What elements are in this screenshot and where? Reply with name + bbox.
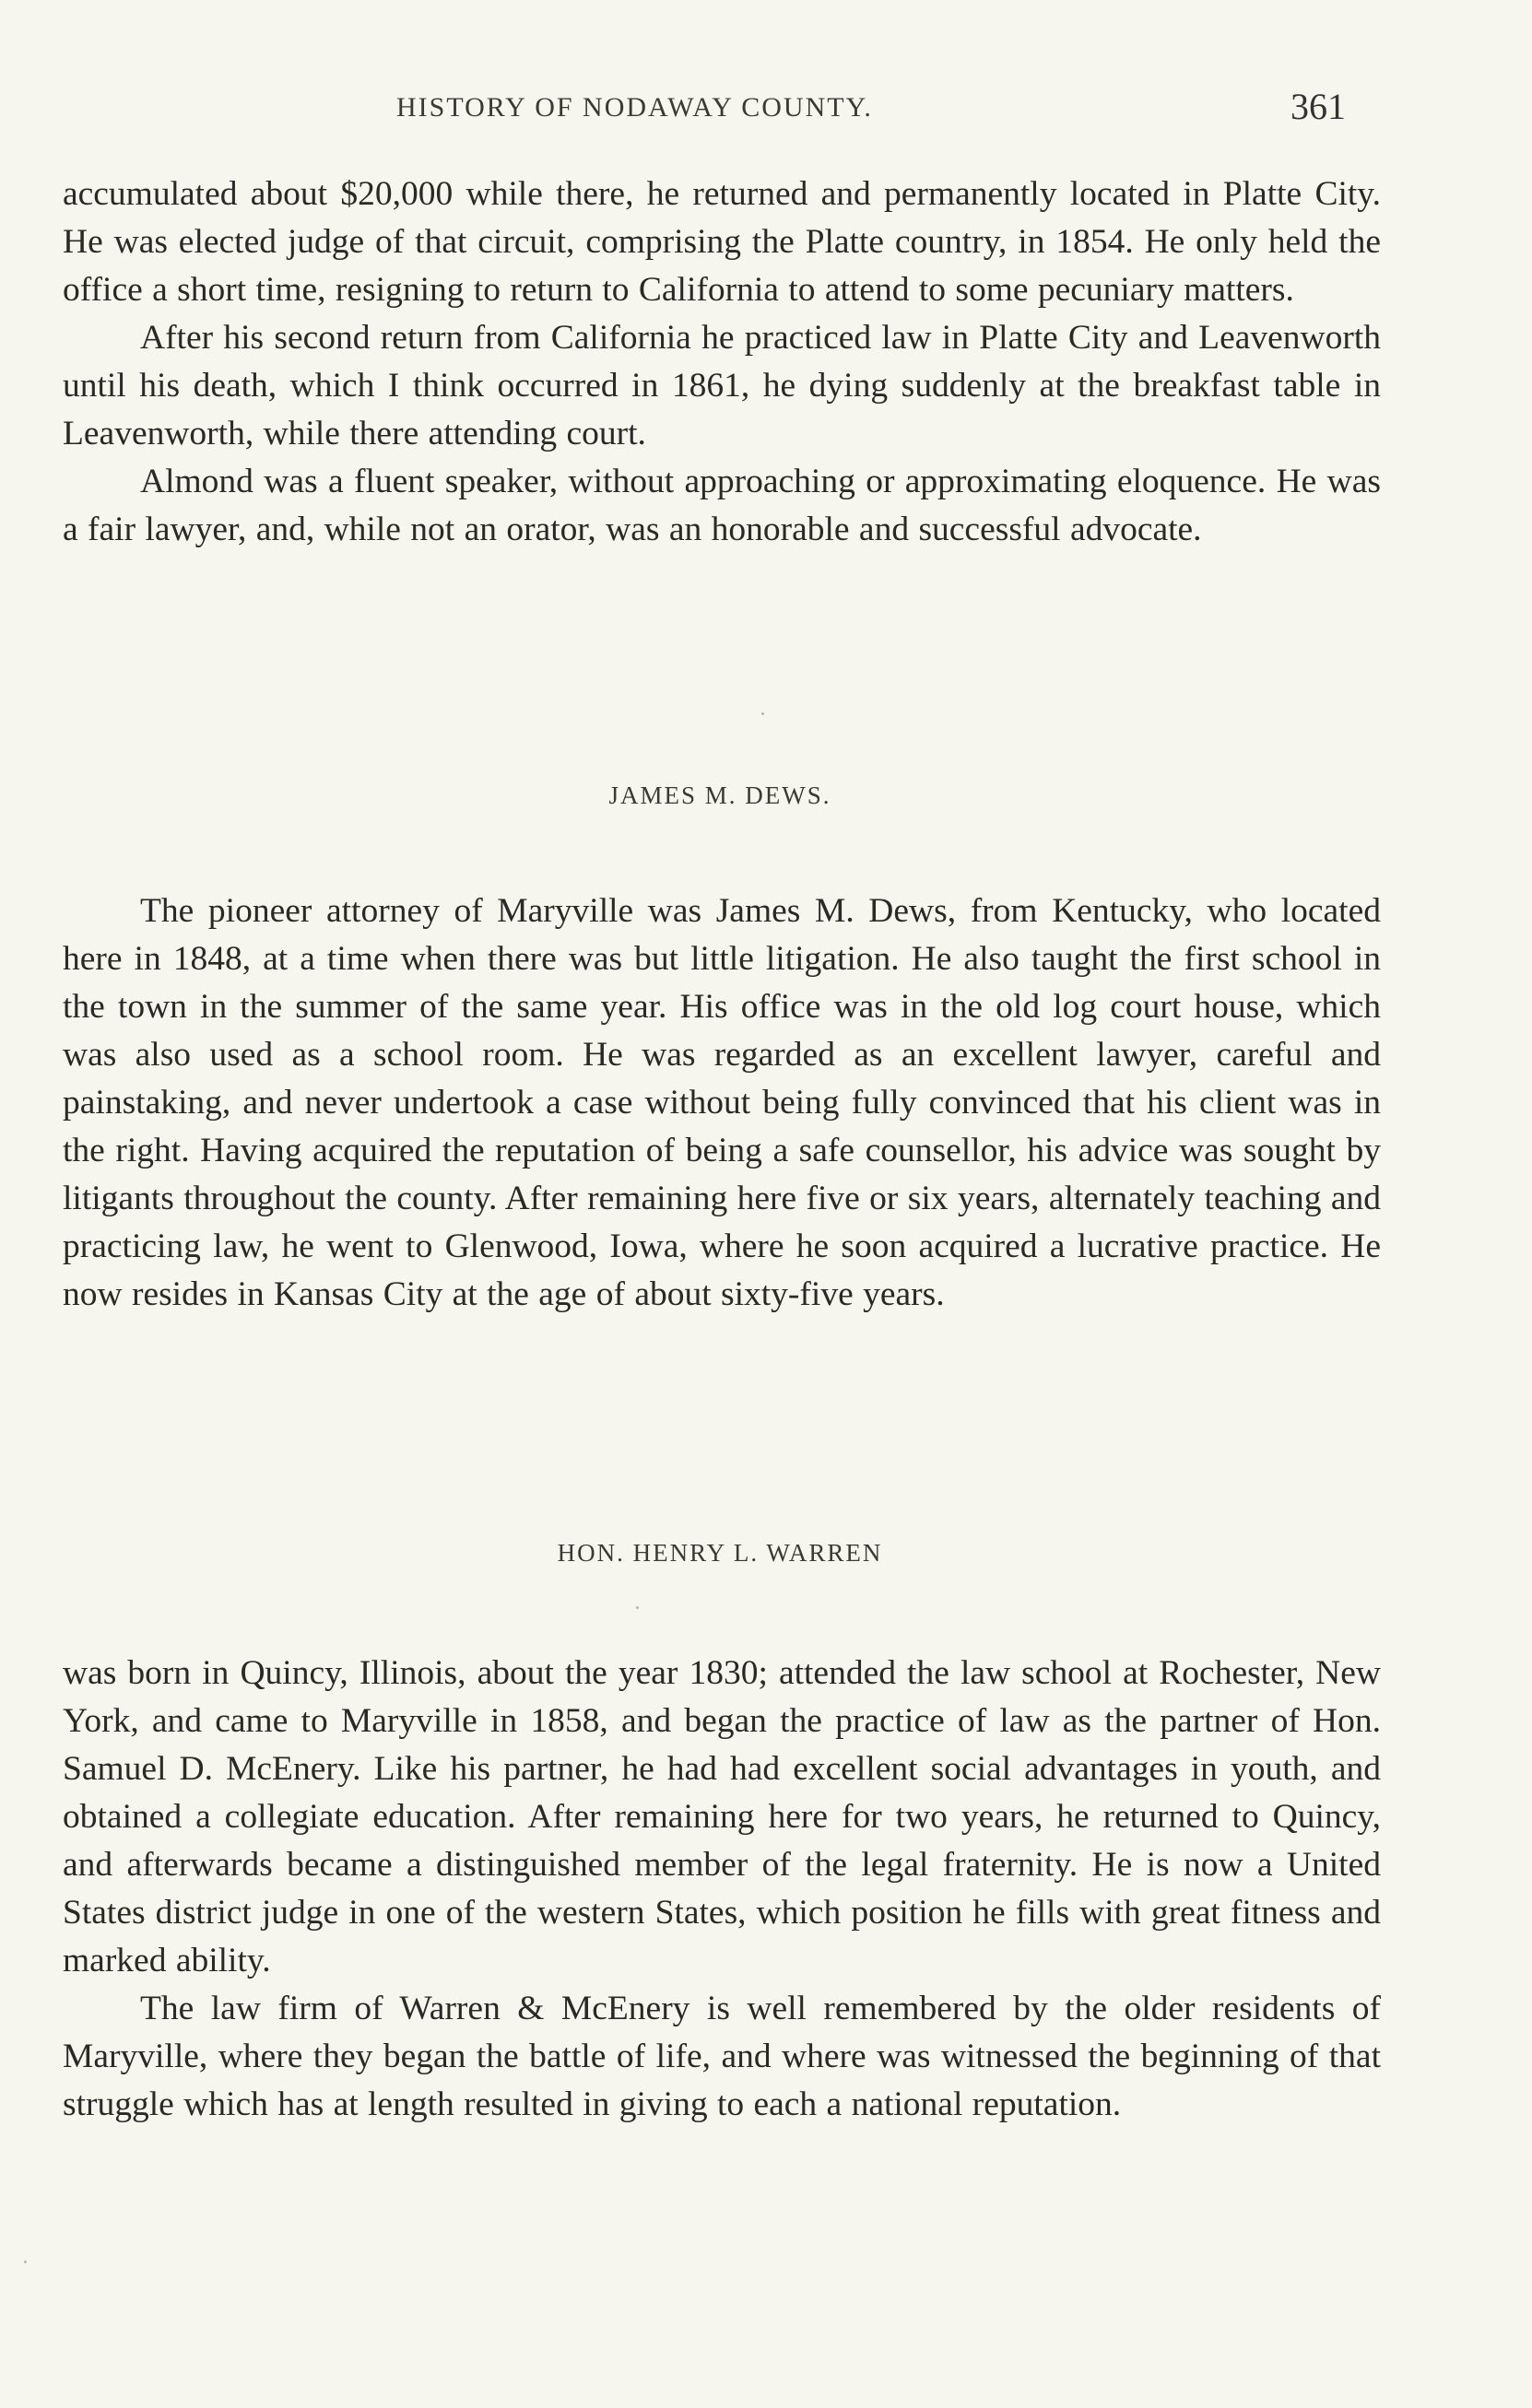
paragraph: was born in Quincy, Illinois, about the year 1830; attended the law school at Rochester, New York, and came to Maryville in 1858, and began the practice of law as the partner of Hon. Samuel D. McEnery. Like his partner, he had had excellent social advantages in youth, and obtained a collegiate education. After remaining here for two years, he returned to Quincy, and afterwards became a distinguished member of the legal fraternity. He is now a United States district judge in one of the western States, which position he fills with great fitness and marked ability. bbox=[63, 1654, 1381, 1979]
paragraph: Almond was a fluent speaker, without approaching or approximating eloquence. He was a fair lawyer, and, while not an orator, was an honorable and successful advocate. bbox=[63, 463, 1381, 548]
paragraph: The pioneer attorney of Maryville was James M. Dews, from Kentucky, who located here in 1848, at a time when there was but little litigation. He also taught the first school in the town in the summer of the same year. His office was in the old log court house, which was also used as a school room. He was regarded as an excellent lawyer, careful and painstaking, and never undertook a case without being fully convinced that his client was in the right. Having acquired the reputation of being a safe counsellor, his advice was sought by litigants throughout the county. After remaining here five or six years, alternately teaching and practicing law, he went to Glenwood, Iowa, where he soon acquired a lucrative practice. He now resides in Kansas City at the age of about sixty-five years. bbox=[63, 892, 1381, 1313]
section-james-dews-text bbox=[63, 887, 1381, 1319]
section-henry-warren-text bbox=[63, 1650, 1381, 2129]
section-almond-text bbox=[63, 170, 1381, 554]
page-number: 361 bbox=[1290, 86, 1346, 127]
paragraph: accumulated about $20,000 while there, he returned and permanently located in Platte City. He was elected judge of that circuit, comprising the Platte country, in 1854. He only held the office a short time, resigning to return to California to attend to some pecuniary matters. bbox=[63, 175, 1381, 309]
paragraph: After his second return from California he practiced law in Platte City and Leavenworth until his death, which I think occurred in 1861, he dying suddenly at the breakfast table in Leavenworth, while there attending court. bbox=[63, 319, 1381, 452]
paragraph: The law firm of Warren & McEnery is well remembered by the older residents of Maryville, where they began the battle of life, and where was witnessed the beginning of that struggle which has at length resulted in giving to each a national reputation. bbox=[63, 1990, 1381, 2123]
section-heading-james-dews: JAMES M. DEWS. bbox=[608, 781, 831, 809]
paper-speck bbox=[636, 1606, 639, 1609]
section-heading-henry-warren: HON. HENRY L. WARREN bbox=[557, 1539, 883, 1567]
paper-speck bbox=[761, 712, 764, 715]
running-head-title: HISTORY OF NODAWAY COUNTY. bbox=[396, 92, 873, 123]
paper-speck bbox=[24, 2261, 27, 2263]
